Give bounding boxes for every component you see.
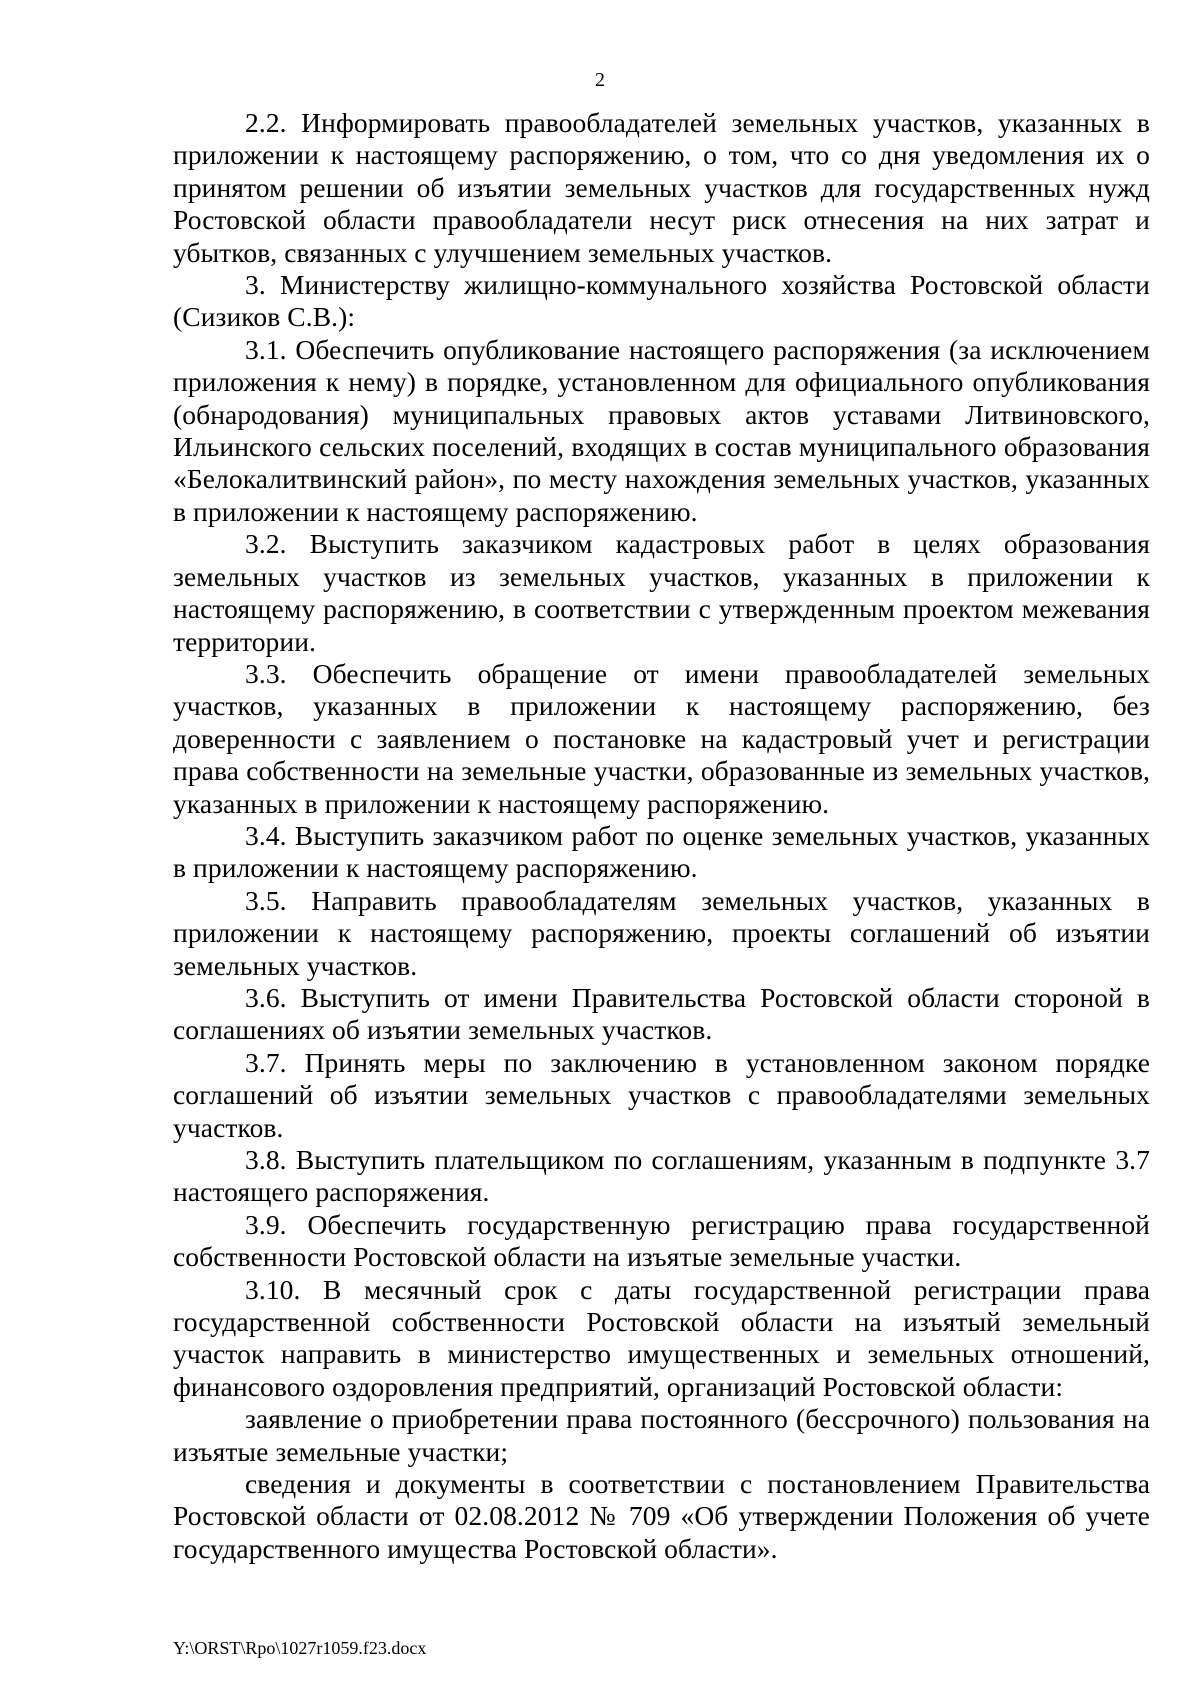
- page-number: 2: [595, 69, 605, 91]
- paragraph-2-2: 2.2. Информировать правообладателей земельных участков, указанных в приложении к настоящему распоряжению, о том, что со дня уведомления их о принятом решении об изъятии земельных участков для государственных нужд Ростовской области правообладатели несут риск отнесения на них затрат и убытков, связанных с улучшением земельных участков.: [173, 107, 1150, 268]
- paragraph-3-9: 3.9. Обеспечить государственную регистрацию права государственной собственности Ростовской области на изъятые земельные участки.: [173, 1208, 1150, 1273]
- paragraph-3-2: 3.2. Выступить заказчиком кадастровых работ в целях образования земельных участков из земельных участков, указанных в приложении к настоящему распоряжению, в соответствии с утвержденным проектом межевания территории.: [173, 528, 1150, 657]
- paragraph-application-statement: заявление о приобретении права постоянного (бессрочного) пользования на изъятые земельные участки;: [173, 1403, 1150, 1467]
- paragraph-3-5: 3.5. Направить правообладателям земельных участков, указанных в приложении к настоящему распоряжению, проекты соглашений об изъятии земельных участков.: [173, 884, 1150, 981]
- paragraph-3-6: 3.6. Выступить от имени Правительства Ростовской области стороной в соглашениях об изъятии земельных участков.: [173, 981, 1150, 1046]
- paragraph-3-8: 3.8. Выступить плательщиком по соглашениям, указанным в подпункте 3.7 настоящего распоряжения.: [173, 1144, 1150, 1208]
- paragraph-3-4: 3.4. Выступить заказчиком работ по оценке земельных участков, указанных в приложении к настоящему распоряжению.: [173, 819, 1150, 884]
- paragraph-documents-info: сведения и документы в соответствии с постановлением Правительства Ростовской области от 02.08.2012 № 709 «Об утверждении Положения об учете государственного имущества Ростовской области».: [173, 1468, 1150, 1564]
- paragraph-3-1: 3.1. Обеспечить опубликование настоящего распоряжения (за исключением приложения к нему) в порядке, установленном для официального опубликования (обнародования) муниципальных правовых актов уставами Литвиновского, Ильинского сельских поселений, входящих в состав муниципального образования «Белокалитвинский район», по месту нахождения земельных участков, указанных в приложении к настоящему распоряжению.: [173, 333, 1150, 527]
- footer-file-path: Y:\ORST\Rpo\1027r1059.f23.docx: [173, 1638, 427, 1658]
- paragraph-3-7: 3.7. Принять меры по заключению в установленном законом порядке соглашений об изъятии земельных участков с правообладателями земельных участков.: [173, 1046, 1150, 1143]
- paragraph-3-3: 3.3. Обеспечить обращение от имени правообладателей земельных участков, указанных в приложении к настоящему распоряжению, без доверенности с заявлением о постановке на кадастровый учет и регистрации права собственности на земельные участки, образованные из земельных участков, указанных в приложении к настоящему распоряжению.: [173, 657, 1150, 819]
- paragraph-3: 3. Министерству жилищно-коммунального хозяйства Ростовской области (Сизиков С.В.):: [173, 269, 1150, 333]
- document-body: [173, 107, 1150, 1565]
- paragraph-3-10: 3.10. В месячный срок с даты государственной регистрации права государственной собственности Ростовской области на изъятый земельный участок направить в министерство имущественных и земельных отношений, финансового оздоровления предприятий, организаций Ростовской области:: [173, 1273, 1150, 1402]
